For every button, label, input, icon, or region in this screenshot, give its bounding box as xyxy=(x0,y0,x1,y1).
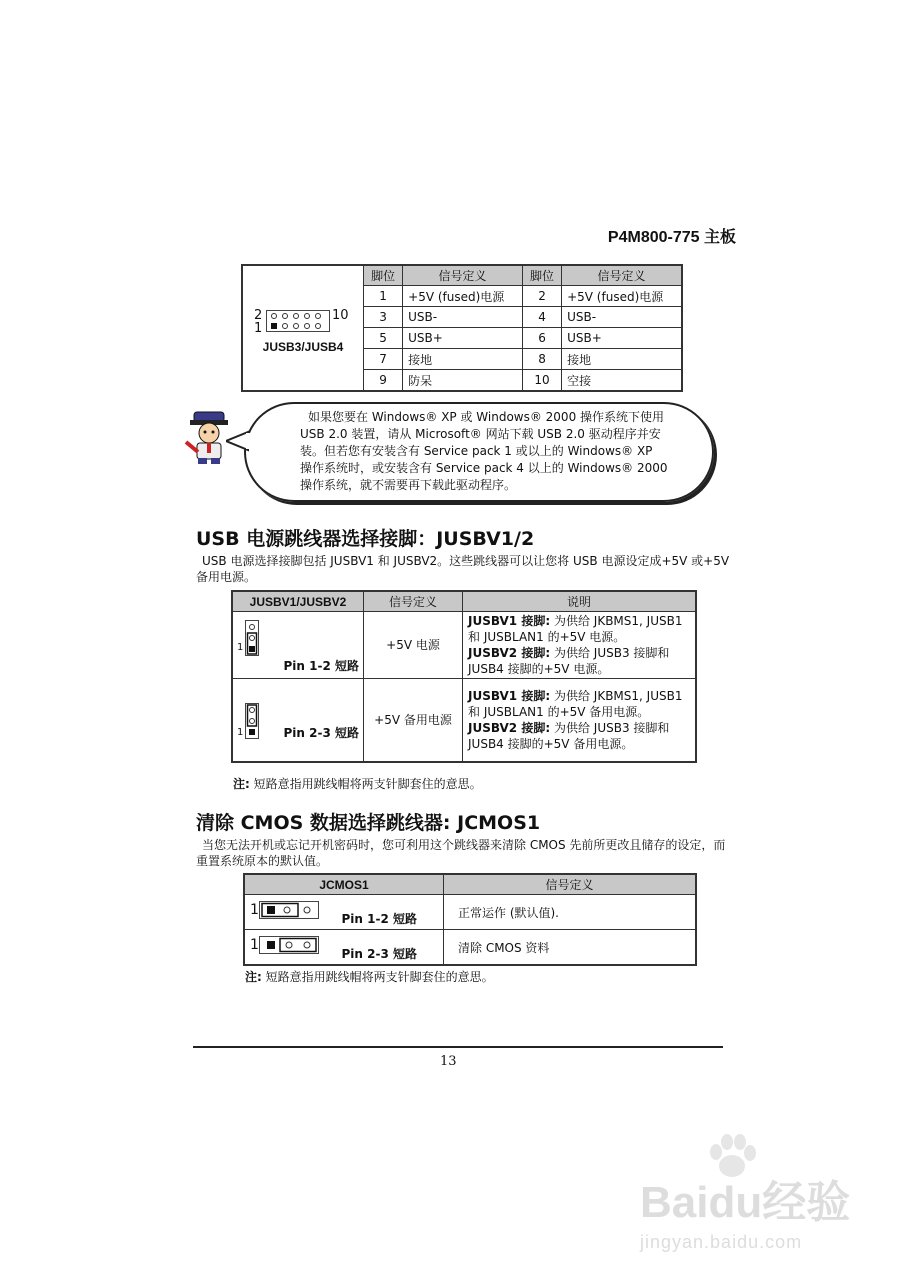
desc-text: 为供给 JKBMS1, JUSB1 和 JUSBLAN1 的+5V 电源。 xyxy=(468,614,683,644)
jumper-pin-label: Pin 1-2 短路 xyxy=(341,912,417,926)
jumper-cell xyxy=(244,930,444,966)
bubble-pointer-icon xyxy=(226,430,250,452)
jumper-pin-label: Pin 2-3 短路 xyxy=(341,947,417,961)
table-cell: 6 xyxy=(522,328,561,349)
jusbv-table xyxy=(231,590,697,763)
col-header-signal: 信号定义 xyxy=(444,874,697,895)
pin-one-label: 1 xyxy=(250,902,259,918)
jcmos-jumper-2-3-icon xyxy=(259,936,319,954)
jumper-cell xyxy=(244,895,444,930)
table-cell: 空接 xyxy=(562,370,682,392)
jumper-1-2-icon xyxy=(245,620,259,656)
table-cell: USB- xyxy=(562,307,682,328)
desc-label: JUSBV2 接脚: xyxy=(468,646,551,660)
table-cell: +5V (fused)电源 xyxy=(403,286,523,307)
pin-one-label: 1 xyxy=(237,642,244,653)
col-header-pin: 脚位 xyxy=(364,265,403,286)
table-cell: USB- xyxy=(403,307,523,328)
tip-line: 装。但若您有安装含有 Service pack 1 或以上的 Windows® XP xyxy=(300,444,653,458)
jcmos-note xyxy=(245,968,494,985)
note-label: 注: xyxy=(245,970,262,984)
jumper-cell xyxy=(232,612,364,679)
pin-label-10: 10 xyxy=(332,308,349,323)
watermark-brand: Baidu经验 xyxy=(640,1178,851,1227)
table-cell: 1 xyxy=(364,286,403,307)
signal-cell: +5V 备用电源 xyxy=(364,679,463,763)
tip-line: 操作系统时，或安装含有 Service pack 4 以上的 Windows® 2000 xyxy=(300,461,668,475)
usb-pin-header-icon xyxy=(266,310,330,332)
signal-cell: 正常运作 (默认值). xyxy=(444,895,697,930)
col-header-pin: 脚位 xyxy=(522,265,561,286)
table-cell: 4 xyxy=(522,307,561,328)
table-cell: 接地 xyxy=(403,349,523,370)
tip-line: 如果您要在 Windows® XP 或 Windows® 2000 操作系统下使用 xyxy=(308,410,665,424)
watermark-url: jingyan.baidu.com xyxy=(640,1232,803,1252)
tip-line: USB 2.0 装置，请从 Microsoft® 网站下载 USB 2.0 驱动程序并安 xyxy=(300,427,661,441)
section-title-jusbv: USB 电源跳线器选择接脚：JUSBV1/2 xyxy=(196,528,535,550)
page-header-title: P4M800-775 主板 xyxy=(607,229,736,246)
desc-label: JUSBV2 接脚: xyxy=(468,721,551,735)
table-cell: 9 xyxy=(364,370,403,392)
footer-divider xyxy=(193,1046,723,1048)
jusbv-note xyxy=(233,775,482,792)
table-cell: USB+ xyxy=(562,328,682,349)
page-number: 13 xyxy=(440,1054,457,1069)
tip-text xyxy=(300,409,680,494)
baidu-watermark xyxy=(640,1150,851,1252)
table-cell: 8 xyxy=(522,349,561,370)
pin-one-label: 1 xyxy=(250,937,259,953)
desc-label: JUSBV1 接脚: xyxy=(468,614,551,628)
desc-text: 为供给 JUSB3 接脚和 JUSB4 接脚的+5V 备用电源。 xyxy=(468,721,670,751)
desc-cell xyxy=(463,612,697,679)
table-cell: 接地 xyxy=(562,349,682,370)
table-cell: 防呆 xyxy=(403,370,523,392)
section-intro-jusbv: USB 电源选择接脚包括 JUSBV1 和 JUSBV2。这些跳线器可以让您将 USB 电源设定成+5V 或+5V 备用电源。 xyxy=(196,554,730,584)
signal-cell: +5V 电源 xyxy=(364,612,463,679)
table-row xyxy=(244,895,696,930)
table-cell: 5 xyxy=(364,328,403,349)
usb-connector-diagram xyxy=(242,265,364,391)
col-header-jumper: JCMOS1 xyxy=(244,874,444,895)
note-text: 短路意指用跳线帽将两支针脚套住的意思。 xyxy=(265,970,494,984)
table-cell: 10 xyxy=(522,370,561,392)
table-cell: 3 xyxy=(364,307,403,328)
desc-text: 为供给 JKBMS1, JUSB1 和 JUSBLAN1 的+5V 备用电源。 xyxy=(468,689,683,719)
jumper-2-3-icon xyxy=(245,703,259,739)
table-cell: 7 xyxy=(364,349,403,370)
col-header-signal: 信号定义 xyxy=(562,265,682,286)
jumper-pin-label: Pin 1-2 短路 xyxy=(283,659,359,673)
col-header-jumper: JUSBV1/JUSBV2 xyxy=(232,591,364,612)
section-intro-jcmos: 当您无法开机或忘记开机密码时，您可利用这个跳线器来清除 CMOS 先前所更改且储存的设定，而重置系统原本的默认值。 xyxy=(196,838,726,868)
jumper-pin-label: Pin 2-3 短路 xyxy=(283,726,359,740)
signal-cell: 清除 CMOS 资料 xyxy=(444,930,697,966)
desc-cell xyxy=(463,679,697,763)
jcmos-table xyxy=(243,873,697,966)
table-cell: 2 xyxy=(522,286,561,307)
pin-one-label: 1 xyxy=(237,727,244,738)
pin-label-2: 2 xyxy=(254,308,263,323)
connector-label: JUSB3/JUSB4 xyxy=(262,340,344,354)
desc-label: JUSBV1 接脚: xyxy=(468,689,551,703)
jcmos-jumper-1-2-icon xyxy=(259,901,319,919)
col-header-signal: 信号定义 xyxy=(364,591,463,612)
note-label: 注: xyxy=(233,777,250,791)
col-header-desc: 说明 xyxy=(463,591,697,612)
col-header-signal: 信号定义 xyxy=(403,265,523,286)
desc-text: 为供给 JUSB3 接脚和 JUSB4 接脚的+5V 电源。 xyxy=(468,646,670,676)
jumper-cell xyxy=(232,679,364,763)
table-row xyxy=(244,930,696,966)
section-title-jcmos: 清除 CMOS 数据选择跳线器: JCMOS1 xyxy=(196,812,541,834)
table-row xyxy=(232,612,696,679)
usb-header-pin-table xyxy=(241,264,683,392)
table-row xyxy=(232,679,696,763)
table-cell: +5V (fused)电源 xyxy=(562,286,682,307)
table-cell: USB+ xyxy=(403,328,523,349)
note-text: 短路意指用跳线帽将两支针脚套住的意思。 xyxy=(253,777,482,791)
tip-line: 操作系统，就不需要再下载此驱动程序。 xyxy=(300,478,517,492)
pin-label-1: 1 xyxy=(254,321,263,336)
